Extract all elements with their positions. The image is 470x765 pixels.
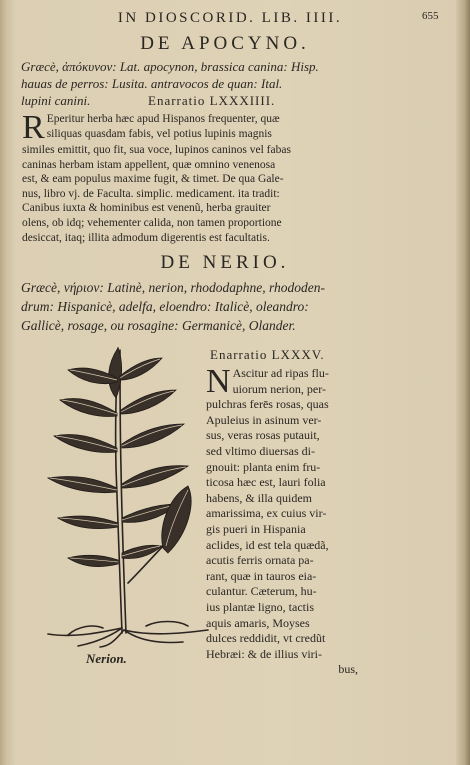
text-line: gis pueri in Hispania bbox=[206, 521, 306, 536]
apocyno-names-line: lupini canini. bbox=[21, 93, 91, 108]
text-line: similes emittit, quo fit, sua voce, lupinos caninos vel fabas bbox=[22, 144, 291, 156]
nerio-names-line: Gallicè, rosage, ou rosagine: Germanicè, Olander. bbox=[21, 318, 296, 333]
page-number: 655 bbox=[422, 10, 439, 22]
text-line: rant, quæ in tauros eia- bbox=[206, 568, 317, 583]
text-line: amarissima, ex cuius vir- bbox=[206, 506, 327, 521]
text-line: culantur. Cæterum, hu- bbox=[206, 584, 317, 599]
nerion-plant-woodcut bbox=[38, 338, 213, 648]
text-line: nus, libro vj. de Faculta. simplic. medicament. ita tradit: bbox=[22, 187, 280, 200]
apocyno-text bbox=[22, 109, 442, 245]
text-line: Ascitur ad ripas flu- bbox=[232, 366, 329, 380]
page-gutter bbox=[456, 0, 470, 765]
nerio-names-line: Græcè, νήριον: Latinè, nerion, rhododaphne, rhododen- bbox=[21, 280, 326, 295]
text-line: aquis amaris, Moyses bbox=[206, 615, 310, 630]
section-title-nerio: DE NERIO. bbox=[160, 252, 290, 273]
nerio-names bbox=[21, 278, 436, 335]
enarratio-heading-85: Enarratio LXXXV. bbox=[210, 347, 325, 362]
nerio-names-line: drum: Hispanicè, adelfa, eloendro: Italicè, oleandro: bbox=[21, 299, 309, 314]
seed-pod bbox=[162, 486, 191, 553]
dropcap-n: N bbox=[206, 363, 231, 400]
text-line: Apuleius in asinum ver- bbox=[206, 412, 322, 427]
text-line: olens, ob idq; vehementer calida, non tamen proportione bbox=[22, 216, 282, 229]
enarratio-heading-84: Enarratio LXXXIIII. bbox=[148, 93, 276, 108]
text-line: Canibus iuxta & hominibus est venenũ, herba grauiter bbox=[22, 202, 271, 215]
text-line: est, & eam populus maxime fugit, & timet. De qua Gale- bbox=[22, 173, 284, 186]
text-line: bus, bbox=[338, 662, 358, 677]
nerio-text bbox=[206, 363, 406, 678]
text-line: aclides, id est tela quædã, bbox=[206, 537, 329, 552]
figure-caption: Nerion. bbox=[86, 651, 127, 666]
text-line: desiccat, itaq; illita admodum digerentis est facultatis. bbox=[22, 231, 270, 244]
text-line: uiorum nerion, per- bbox=[232, 381, 326, 396]
text-line: ticosa hæc est, lauri folia bbox=[206, 475, 326, 490]
text-line: gnouit: planta enim fru- bbox=[206, 459, 321, 474]
running-head: IN DIOSCORID. LIB. IIII. bbox=[117, 10, 343, 26]
dropcap-r: R bbox=[22, 109, 45, 146]
apocyno-names-line: hauas de perros: Lusita. antravocos de quan: Ital. bbox=[21, 76, 283, 91]
text-line: pulchras ferēs rosas, quas bbox=[206, 397, 329, 412]
text-line: ius plantæ ligno, tactis bbox=[206, 599, 314, 614]
apocyno-names-line: Græcè, ἀπόκυνον: Lat. apocynon, brassica canina: Hisp. bbox=[21, 59, 319, 74]
text-line: Hebræi: & de illius viri- bbox=[206, 646, 322, 661]
text-line: dulces reddidit, vt credũt bbox=[206, 631, 326, 646]
text-line: siliquas quasdam fabis, vel potius lupinis magnis bbox=[46, 127, 272, 140]
text-line: habens, & illa quidem bbox=[206, 490, 312, 505]
text-line: Eperitur herba hæc apud Hispanos frequenter, quæ bbox=[46, 113, 280, 125]
text-line: acutis ferris ornata pa- bbox=[206, 553, 314, 568]
text-line: sed vltimo diuersas di- bbox=[206, 443, 315, 458]
text-line: sus, veras rosas putauit, bbox=[206, 428, 320, 443]
section-title-apocyno: DE APOCYNO. bbox=[140, 33, 310, 54]
text-line: caninas herbam istam appellent, quæ omnino venenosa bbox=[22, 158, 276, 171]
